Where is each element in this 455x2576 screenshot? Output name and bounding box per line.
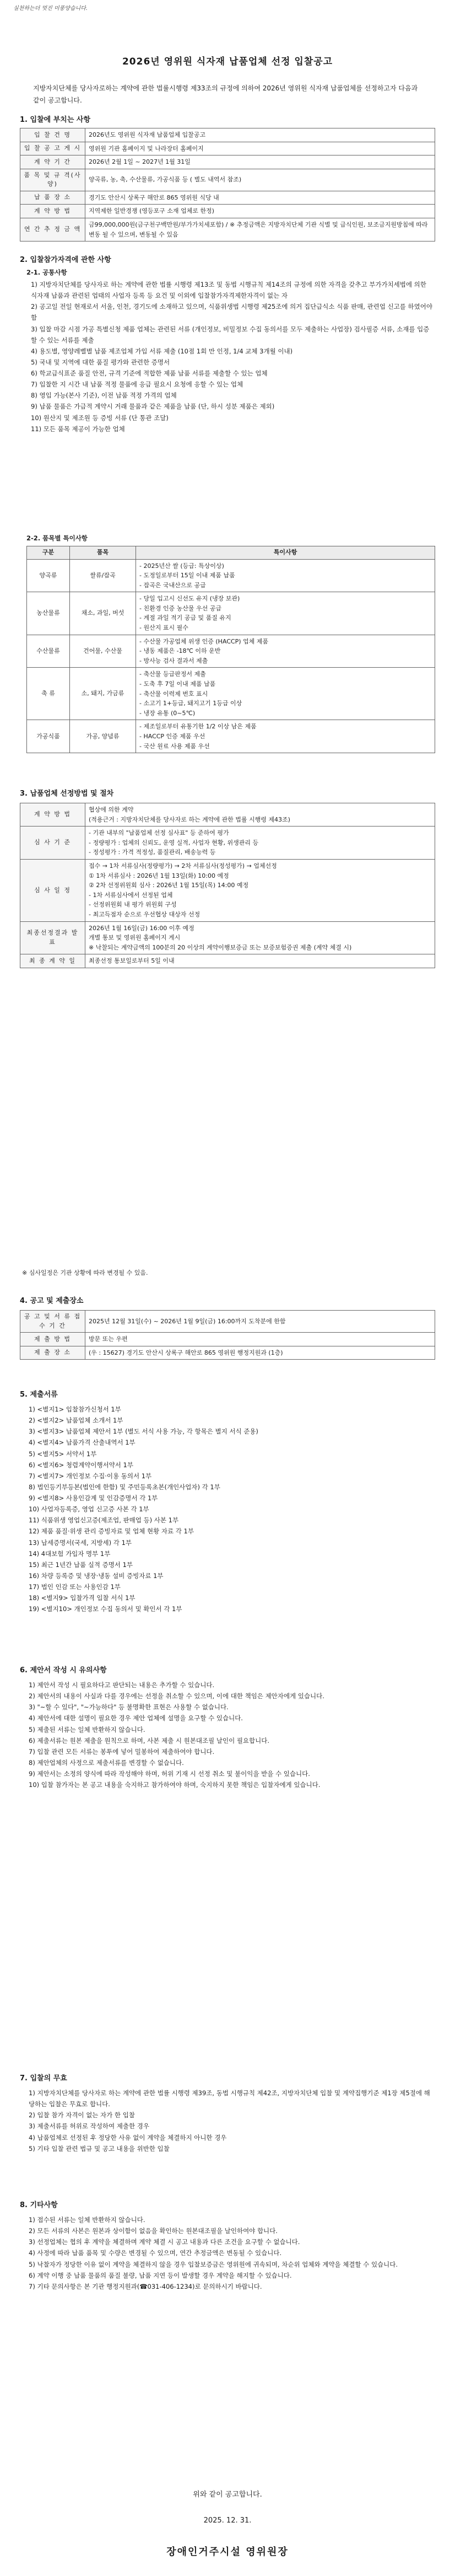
requirement-item: 6) 학교급식표준 품질 안전, 규격 기준에 적합한 제품 납품 서류를 제출할 수 있는 업체 (31, 369, 268, 377)
section-1-table-wrap (20, 128, 435, 242)
section-4-table (20, 1310, 435, 1360)
procedure-label: 최 종 계 약 일 (20, 954, 85, 968)
document-item: 7) <별지7> 개인정보 수집·이용 동의서 1부 (29, 1472, 152, 1480)
category-row (27, 559, 435, 592)
section-3-title: 3. 납품업체 선정방법 및 절차 (20, 790, 114, 798)
caution-item: 6) 제출서류는 원본 제출을 원칙으로 하며, 사본 제출 시 원본대조필 날인이 필요합니다. (29, 1736, 270, 1745)
section-1-table (20, 128, 435, 242)
submission-row (20, 1311, 435, 1333)
document-item: 15) 최근 1년간 납품 실적 증명서 1부 (29, 1560, 133, 1569)
procedure-row (20, 803, 435, 827)
submission-row (20, 1346, 435, 1360)
category-header: 구분 (27, 546, 70, 560)
header-note: 실천하는더 멋진 미풍양습니다. (13, 6, 88, 12)
category-notes: - 2025년산 쌀 (등급: 특상이상) - 도정일로부터 15일 이내 제품 납품 - 잡곡은 국내산으로 공급 (136, 559, 435, 592)
invalidity-item: 5) 기타 입찰 관련 법규 및 공고 내용을 위반한 입찰 (29, 2144, 170, 2153)
document-item: 18) <별지9> 입찰가격 입찰 서식 1부 (29, 1594, 136, 1602)
document-item: 14) 4대보험 가입자 명부 1부 (29, 1549, 111, 1558)
misc-item: 6) 계약 이행 중 납품 물품의 품질 불량, 납품 지연 등이 발생할 경우 계약을 해지할 수 있습니다. (29, 2271, 292, 2279)
info-value: 2026년도 영위원 식자재 납품업체 입찰공고 (85, 128, 435, 142)
misc-item: 1) 접수된 서류는 일체 반환하지 않습니다. (29, 2216, 145, 2224)
section-8-list (29, 2214, 433, 2292)
caution-item: 10) 입찰 참가자는 본 공고 내용을 숙지하고 참가하여야 하며, 숙지하지 못한 책임은 입찰자에게 있습니다. (29, 1781, 321, 1789)
section-5-title: 5. 제출서류 (20, 1391, 58, 1399)
info-row (20, 142, 435, 155)
caution-item: 3) "~할 수 있다", "~가능하다" 등 불명확한 표현은 사용할 수 없습니다. (29, 1703, 229, 1711)
category-table (26, 546, 435, 753)
requirement-item: 4) 용도별, 영양레벨별 납품 제조업체 가입 서류 제출 (10점 1회 만 인정, 1/4 교체 3개월 이내) (31, 347, 293, 355)
caution-item: 8) 제안업체의 사정으로 제출서류를 변경할 수 없습니다. (29, 1758, 184, 1767)
requirement-item: 7) 입찰한 지 시간 내 납품 적정 물품에 응급 필요시 요청에 응할 수 있는 업체 (31, 380, 243, 389)
requirement-item: 11) 모든 품목 제공이 가능한 업체 (31, 425, 125, 433)
procedure-label: 계 약 방 법 (20, 803, 85, 827)
invalidity-item: 2) 입찰 참가 자격이 없는 자가 한 입찰 (29, 2111, 135, 2119)
section-1-title: 1. 입찰에 부치는 사항 (20, 116, 91, 124)
procedure-value: - 기관 내부의 "납품업체 선정 심사표" 등 준하여 평가 - 정량평가 : 업체의 신뢰도, 운영 실적, 사업자 현황, 위생관리 등 - 정성평가 : 가격 적정성, 품질관리, 배송능력 등 (85, 827, 435, 860)
submission-value: 2025년 12월 31일(수) ~ 2026년 1월 9일(금) 16:00까지 도착분에 한함 (85, 1311, 435, 1333)
category-row (27, 592, 435, 635)
section-2-1-list (31, 279, 433, 434)
notes-header: 특이사항 (136, 546, 435, 560)
document-item: 17) 법인 인감 또는 사용인감 1부 (29, 1583, 121, 1591)
document-item: 4) <별지4> 납품가격 산출내역서 1부 (29, 1439, 136, 1447)
misc-item: 4) 사정에 따라 납품 품목 및 수량은 변경될 수 있으며, 연간 추정금액은 변동될 수 있습니다. (29, 2249, 282, 2257)
section-6-list (29, 1679, 433, 1790)
procedure-row (20, 954, 435, 968)
page-title: 2026년 영위원 식자재 납품업체 선정 입찰공고 (122, 56, 333, 67)
document-item: 8) 법인등기부등본(법인에 한함) 및 주민등록초본(개인사업자) 각 1부 (29, 1483, 220, 1491)
caution-item: 5) 제출된 서류는 일체 반환하지 않습니다. (29, 1725, 145, 1734)
category-name: 양곡류 (27, 559, 70, 592)
document-item: 12) 제품 품질·위생 관리 증빙자료 및 업체 현황 자료 각 1부 (29, 1527, 194, 1536)
section-2-title: 2. 입찰참가자격에 관한 사항 (20, 256, 111, 264)
category-items: 건어물, 수산물 (70, 635, 136, 668)
info-value: 경기도 안산시 상록구 해안로 865 영위원 식당 내 (85, 191, 435, 205)
announcement-date: 2025. 12. 31. (203, 2516, 252, 2525)
submission-label: 제 출 장 소 (20, 1346, 85, 1360)
category-name: 수산물류 (27, 635, 70, 668)
section-6-title: 6. 제안서 작성 시 유의사항 (20, 1666, 107, 1675)
document-item: 13) 납세증명서(국세, 지방세) 각 1부 (29, 1538, 132, 1547)
procedure-value: 2026년 1월 16일(금) 16:00 이후 예정 개별 통보 및 영위원 홈페이지 게시 ※ 낙찰되는 계약금액의 100분의 20 이상의 계약이행보증금 또는 보증보험증권 제출 (계약 체결 시) (85, 921, 435, 954)
info-row (20, 128, 435, 142)
requirement-item: 8) 영입 가능(본사 기준), 이전 납품 적정 가격의 업체 (31, 391, 177, 400)
info-row (20, 155, 435, 169)
info-value: 금99,000,000원(금구천구백만원/부가가치세포함) / ※ 추정금액은 지방자치단체 기관 식별 및 급식인원, 보조금지원방침에 따라 변동 될 수 있으며, 변동될 수 있음 (85, 218, 435, 241)
section-7-list (29, 2087, 433, 2154)
info-label: 품 목 및 규 격(사양) (20, 169, 85, 191)
section-8-title: 8. 기타사항 (20, 2201, 58, 2209)
section-4-title: 4. 공고 및 제출장소 (20, 1297, 84, 1305)
info-value: 양곡류, 농, 축, 수산물류, 가공식품 등 ( 별도 내역서 참조) (85, 169, 435, 191)
category-name: 축 류 (27, 668, 70, 720)
requirement-item: 9) 납품 물품은 가급적 계약시 거래 물품과 같은 제품을 납품 (단, 하시 성분 제품은 제외) (31, 402, 275, 411)
caution-item: 2) 제안서의 내용이 사실과 다를 경우에는 선정을 취소할 수 있으며, 이에 대한 책임은 제안자에게 있습니다. (29, 1692, 324, 1700)
misc-item: 2) 모든 서류의 사본은 원본과 상이함이 없음을 확인하는 원본대조필을 날인하여야 합니다. (29, 2227, 278, 2235)
category-notes: - 당일 입고시 신선도 유지 (냉장 보관) - 친환경 인증 농산물 우선 공급 - 계절 과일 적기 공급 및 품질 유지 - 원산지 표시 필수 (136, 592, 435, 635)
item-header: 품목 (70, 546, 136, 560)
info-row (20, 191, 435, 205)
document-item: 10) 사업자등록증, 영업 신고증 사본 각 1부 (29, 1505, 149, 1514)
document-item: 6) <별지6> 청렴계약이행서약서 1부 (29, 1461, 133, 1469)
category-items: 가공, 양념류 (70, 720, 136, 753)
requirement-item: 3) 입찰 마감 시점 가공 특별신청 제품 업체는 관련된 서류 (개인정보, 비밀정보 수집 동의서를 모두 제출하는 사업장) 검사필증 서류, 소재를 입증할 수 있는 서류를 제출 (31, 325, 430, 344)
category-row (27, 720, 435, 753)
procedure-label: 심 사 일 정 (20, 859, 85, 921)
info-row (20, 169, 435, 191)
procedure-row (20, 921, 435, 954)
section-7-title: 7. 입찰의 무효 (20, 2074, 67, 2083)
misc-item: 7) 기타 문의사항은 본 기관 행정지원과(☎031-406-1234)로 문의하시기 바랍니다. (29, 2282, 262, 2290)
procedure-label: 심 사 기 준 (20, 827, 85, 860)
intro-paragraph: 지방자치단체를 당사자로하는 계약에 관한 법률시행령 제33조의 규정에 의하여 2026년 영위원 식자재 납품업체를 선정하고자 다음과 같이 공고합니다. (33, 84, 418, 104)
caution-item: 7) 입찰 관련 모든 서류는 봉투에 넣어 밀봉하여 제출하여야 합니다. (29, 1747, 215, 1756)
procedure-value: 접수 → 1차 서류심사(정량평가) → 2차 서류심사(정성평가) → 업체선정 ① 1차 서류심사 : 2026년 1월 13일(화) 10:00 예정 ② 2차 선정위원회 심사 : 2026년 1월 15일(목) 14:00 예정 - 1차 서류심사에서 선정된 업체 - 선정위원회 내 평가 위원회 구성 - 최고득점자 순으로 우선협상 대상자 선정 (85, 859, 435, 921)
section-2-1-title: 2-1. 공통사항 (26, 269, 67, 276)
category-notes: - 제조일로부터 유통기한 1/2 이상 남은 제품 - HACCP 인증 제품 우선 - 국산 원료 사용 제품 우선 (136, 720, 435, 753)
category-table-wrap (26, 546, 435, 753)
section-3-table (20, 803, 435, 968)
submission-label: 공 고 및 서 류 접 수 기 간 (20, 1311, 85, 1333)
caution-item: 4) 제안서에 대한 설명이 필요한 경우 제안 업체에 설명을 요구할 수 있습니다. (29, 1714, 243, 1722)
misc-item: 3) 선정업체는 협의 후 계약을 체결하며 계약 체결 시 공고 내용과 다른 조건을 요구할 수 없습니다. (29, 2238, 300, 2246)
document-item: 5) <별지5> 서약서 1부 (29, 1450, 97, 1458)
procedure-value: 최종선정 통보일로부터 5일 이내 (85, 954, 435, 968)
caution-item: 1) 제안서 작성 시 필요하다고 판단되는 내용은 추가할 수 있습니다. (29, 1681, 215, 1689)
submission-value: 방문 또는 우편 (85, 1333, 435, 1346)
info-label: 입 찰 건 명 (20, 128, 85, 142)
category-row (27, 668, 435, 720)
organization-name: 장애인거주시설 영위원장 (166, 2546, 289, 2558)
submission-row (20, 1333, 435, 1346)
category-items: 채소, 과일, 버섯 (70, 592, 136, 635)
caution-item: 9) 제안서는 소정의 양식에 따라 작성해야 하며, 허위 기재 시 선정 취소 및 불이익을 받을 수 있습니다. (29, 1770, 310, 1778)
category-name: 농산물류 (27, 592, 70, 635)
category-notes: - 축산물 등급판정서 제출 - 도축 후 7일 이내 제품 납품 - 축산물 이력제 번호 표시 - 소고기 1+등급, 돼지고기 1등급 이상 - 냉장 유통 (0~5℃) (136, 668, 435, 720)
submission-label: 제 출 방 법 (20, 1333, 85, 1346)
document-item: 1) <별지1> 입찰참가신청서 1부 (29, 1405, 121, 1413)
section-5-list (29, 1404, 433, 1614)
procedure-row (20, 827, 435, 860)
section-4-table-wrap (20, 1310, 435, 1360)
invalidity-item: 1) 지방자치단체를 당사자로 하는 계약에 관한 법률 시행령 제39조, 동법 시행규칙 제42조, 지방자치단체 입찰 및 계약집행기준 제1장 제5절에 해당하는 입찰은 무효로 합니다. (29, 2089, 430, 2108)
category-notes: - 수산물 가공업체 위생 인증 (HACCP) 업체 제품 - 냉동 제품은 -18℃ 이하 운반 - 방사능 검사 결과서 제출 (136, 635, 435, 668)
document-item: 11) 식품위생 영업신고증(제조업, 판매업 등) 사본 1부 (29, 1516, 179, 1525)
requirement-item: 1) 지방자치단체를 당사자로 하는 계약에 관한 법률 시행령 제13조 및 동법 시행규칙 제14조의 규정에 의한 자격을 갖추고 부가가치세법에 의한 식자재 납품과 관련된 업태의 사업자 등록 등 요건 및 이외에 입찰참가자격제한자격이 없는 자 (31, 281, 426, 300)
info-value: 지역제한 일반경쟁 (영등포구 소재 업체로 한정) (85, 205, 435, 218)
category-items: 소, 돼지, 가금류 (70, 668, 136, 720)
info-value: 영위원 기관 홈페이지 및 나라장터 홈페이지 (85, 142, 435, 155)
invalidity-item: 4) 납품업체로 선정된 후 정당한 사유 없이 계약을 체결하지 아니한 경우 (29, 2133, 227, 2142)
submission-value: (우 : 15627) 경기도 안산시 상록구 해안로 865 영위원 행정지원과 (1층) (85, 1346, 435, 1360)
document-item: 9) <별지8> 사용인감계 및 인감증명서 각 1부 (29, 1494, 158, 1502)
document-item: 3) <별지3> 납품업체 제안서 1부 (별도 서식 사용 가능, 각 항목은 별지 서식 준용) (29, 1427, 258, 1436)
closing-statement: 위와 같이 공고합니다. (193, 2491, 262, 2499)
requirement-item: 10) 원산지 및 제조원 등 증빙 서류 (단 통관 조달) (31, 414, 169, 422)
info-label: 계 약 기 간 (20, 155, 85, 169)
document-item: 2) <별지2> 납품업체 소개서 1부 (29, 1416, 123, 1425)
procedure-row (20, 859, 435, 921)
invalidity-item: 3) 제출서류를 허위로 작성하여 제출한 경우 (29, 2122, 149, 2130)
info-label: 연 간 추 정 금 액 (20, 218, 85, 241)
info-label: 계 약 방 법 (20, 205, 85, 218)
requirement-item: 2) 공고일 전일 현재로서 서울, 인천, 경기도에 소재하고 있으며, 식품위생법 시행령 제25조에 의거 집단급식소 식품 판매, 관련업 신고를 하였어야 함 (31, 303, 432, 322)
schedule-note: ※ 심사일정은 기관 상황에 따라 변경될 수 있음. (22, 1269, 148, 1276)
requirement-item: 5) 국내 및 지역에 대한 품질 평가와 관련한 증명서 (31, 358, 170, 366)
info-label: 납 품 장 소 (20, 191, 85, 205)
category-name: 가공식품 (27, 720, 70, 753)
info-value: 2026년 2월 1일 ~ 2027년 1월 31일 (85, 155, 435, 169)
category-row (27, 635, 435, 668)
procedure-value: 협상에 의한 계약 (적용근거 : 지방자치단체를 당사자로 하는 계약에 관한 법률 시행령 제43조) (85, 803, 435, 827)
info-row (20, 218, 435, 241)
info-row (20, 205, 435, 218)
document-item: 19) <별지10> 개인정보 수집 동의서 및 확인서 각 1부 (29, 1605, 182, 1613)
procedure-label: 최종선정결과 발 표 (20, 921, 85, 954)
document-item: 16) 차량 등록증 및 냉장·냉동 설비 증빙자료 1부 (29, 1571, 164, 1580)
misc-item: 5) 낙찰자가 정당한 이유 없이 계약을 체결하지 않을 경우 입찰보증금은 영위원에 귀속되며, 차순위 업체와 계약을 체결할 수 있습니다. (29, 2260, 398, 2268)
section-3-table-wrap (20, 803, 435, 968)
category-items: 쌀류/잡곡 (70, 559, 136, 592)
section-2-2-title: 2-2. 품목별 특이사항 (26, 534, 88, 542)
info-label: 입 찰 공 고 게 시 (20, 142, 85, 155)
